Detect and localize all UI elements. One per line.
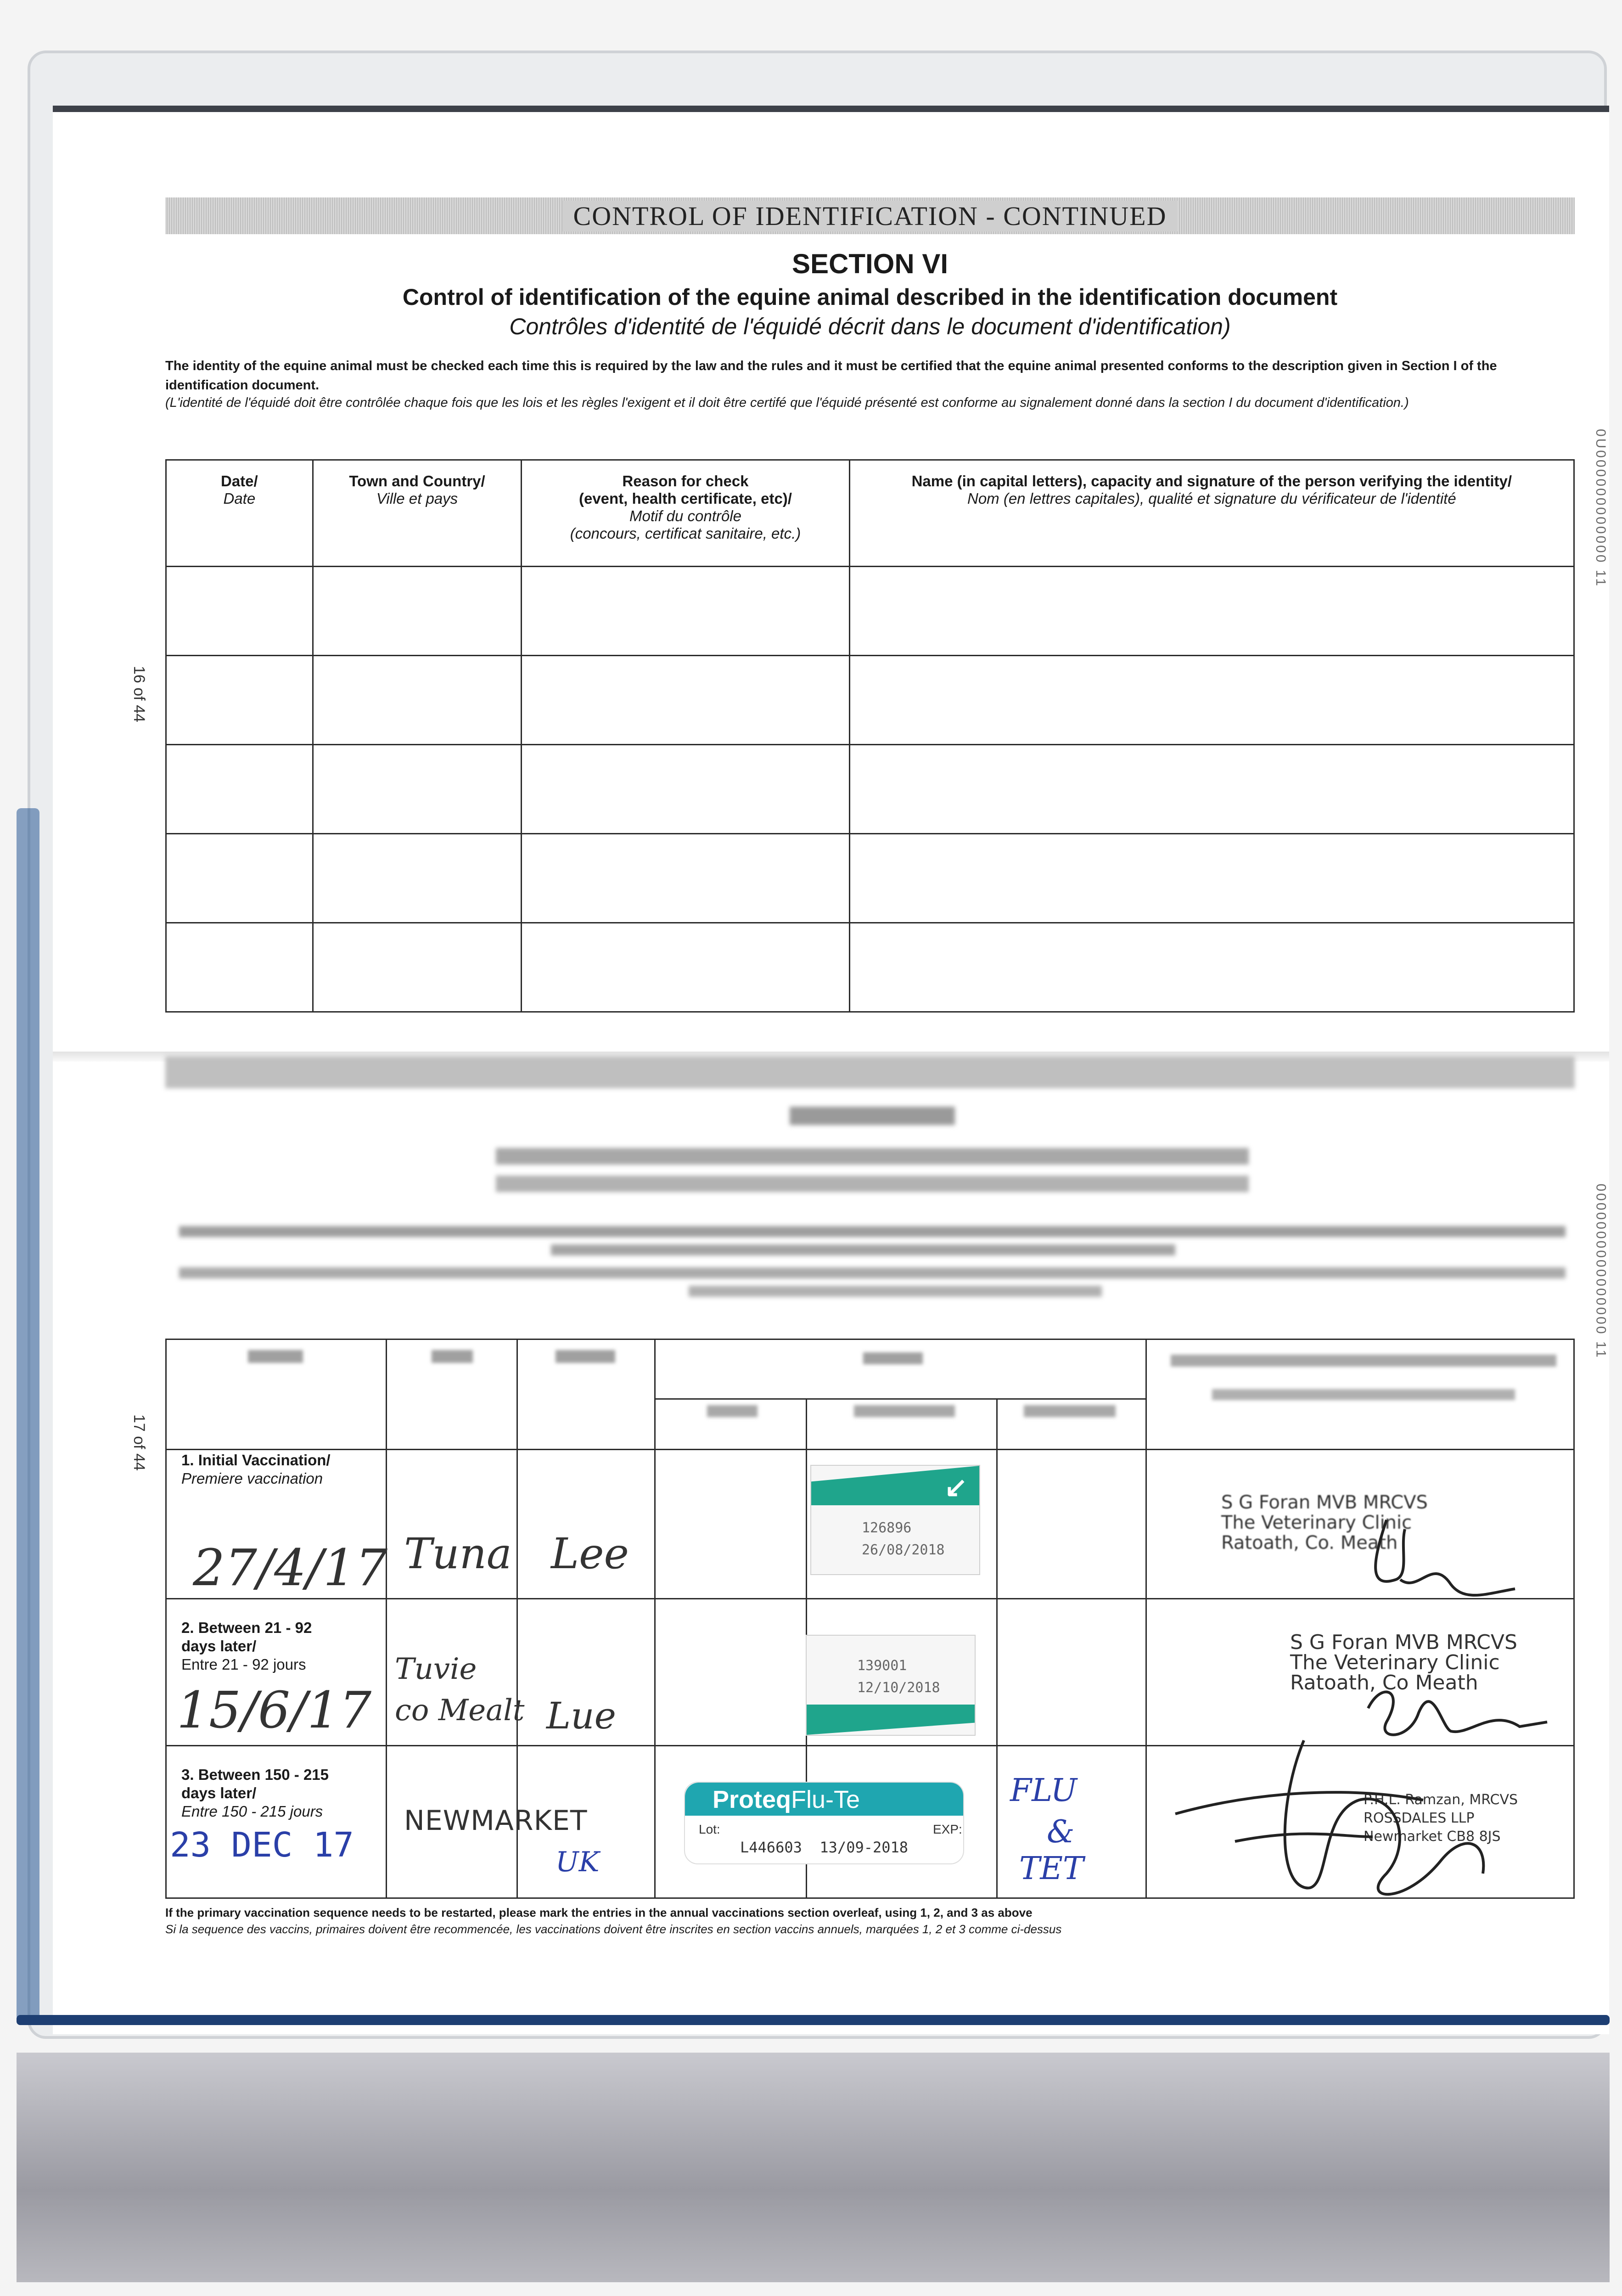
blurred-header (1212, 1389, 1515, 1400)
col-date: Date/ Date (166, 460, 313, 567)
section-banner (165, 197, 1575, 234)
table-row (166, 745, 1574, 834)
banner-text: CONTROL OF IDENTIFICATION - CONTINUED (562, 201, 1178, 231)
disease-tet: TET (1019, 1851, 1084, 1887)
blurred-section-banner (165, 1056, 1575, 1088)
row-3-label: 3. Between 150 - 215 days later/ Entre 150 - 215 jours (181, 1766, 329, 1820)
page-top-edge (53, 106, 1609, 112)
blurred-header (1024, 1405, 1116, 1417)
row-2-date: 15/6/17 (177, 1681, 372, 1739)
blurred-header (248, 1350, 303, 1363)
proteq-lot-exp: L446603 13/09-2018 (740, 1839, 909, 1856)
proteq-lot-label: Lot: (699, 1822, 720, 1836)
intro-french: (L'identité de l'équidé doit être contrôlée chaque fois que les lois et les règles l'exigent et il doit être certifé que l'équidé présenté est conforme au signalement donné dans la section I du document d'identification.) (165, 395, 1409, 410)
blurred-subtitle (496, 1148, 1249, 1165)
row-3-date: 23 DEC 17 (170, 1825, 354, 1865)
row-3-vet-stamp: P.H.L. Ramzan, MRCVS ROSSDALES LLP Newmarket CB8 8JS (1364, 1792, 1518, 1845)
table-row (166, 567, 1574, 656)
footnote-french: Si la sequence des vaccins, primaires doivent être recommencée, les vaccinations doivent être inscrites en section vaccins annuels, marquées 1, 2 et 3 comme ci-dessus (165, 1922, 1062, 1936)
table-row (166, 923, 1574, 1012)
disease-and: & (1047, 1814, 1075, 1850)
row-1-label: 1. Initial Vaccination/ Premiere vaccination (181, 1452, 331, 1487)
row-2-place: Tuvie co Mealt (395, 1652, 525, 1728)
blurred-paragraph-line (179, 1226, 1566, 1237)
row-1-date: 27/4/17 (193, 1538, 388, 1597)
row-2-country: Lue (546, 1694, 616, 1737)
blurred-paragraph-line (689, 1286, 1102, 1297)
subtitle-french: Contrôles d'identité de l'équidé décrit dans le document d'identification) (509, 314, 1231, 339)
blurred-section-title (790, 1107, 955, 1125)
arrow-icon: ↙ (944, 1472, 968, 1503)
blurred-paragraph-line (179, 1267, 1566, 1278)
side-code-upper: 0U000000000000 11 (1593, 428, 1608, 588)
proteq-exp-label: EXP: (933, 1822, 962, 1836)
side-code-lower: 0000000000000000 11 (1593, 1183, 1608, 1359)
intro-english: The identity of the equine animal must be checked each time this is required by the law and the rules and it must be certified that the equine animal presented conforms to the description given in Section I of the identification document. (165, 359, 1497, 393)
row-1-vet-stamp: S G Foran MVB MRCVS The Veterinary Clinic Ratoath, Co. Meath (1221, 1492, 1428, 1553)
binder-edge (17, 808, 39, 2020)
row-1-vaccine-sticker: ↙ 126896 26/08/2018 (810, 1465, 980, 1575)
binder-blue-band (17, 2015, 1610, 2025)
table-header-row (166, 460, 1574, 567)
footnote-english: If the primary vaccination sequence needs to be restarted, please mark the entries in the annual vaccinations section overleaf, using 1, 2, and 3 as above (165, 1906, 1033, 1919)
row-1-place: Tuna (404, 1529, 512, 1578)
blurred-subtitle-fr (496, 1176, 1249, 1192)
table-row (166, 656, 1574, 745)
proteq-vaccine-sticker (684, 1782, 964, 1864)
page-number-upper: 16 of 44 (130, 666, 148, 722)
proteq-product: Flu-Te (791, 1786, 860, 1813)
blurred-header (432, 1350, 473, 1363)
row-2-vaccine-sticker: 139001 12/10/2018 (806, 1635, 976, 1736)
col-reason: Reason for check (event, health certificate, etc)/ Motif du contrôle (concours, certificat sanitaire, etc.) (522, 460, 849, 567)
signature-row-3 (1166, 1722, 1497, 1915)
col-verifier: Name (in capital letters), capacity and signature of the person verifying the identity/ Nom (en lettres capitales), qualité et signature du vérificateur de l'identité (849, 460, 1574, 567)
row-1-country: Lee (551, 1529, 629, 1578)
proteq-brand: Proteq (713, 1786, 791, 1813)
blurred-header (707, 1405, 758, 1417)
section-title: SECTION VI (791, 248, 949, 279)
row-2-label: 2. Between 21 - 92 days later/ Entre 21 - 92 jours (181, 1619, 312, 1673)
table-row (166, 834, 1574, 923)
blurred-paragraph-line (551, 1244, 1175, 1255)
binder-cover (17, 2053, 1610, 2282)
disease-flu: FLU (1010, 1773, 1077, 1809)
row-3-place: NEWMARKET (404, 1805, 588, 1837)
subtitle-english: Control of identification of the equine animal described in the identification document (402, 284, 1338, 310)
row-3-country: UK (556, 1846, 600, 1878)
blurred-header (854, 1405, 955, 1417)
identification-check-table (165, 459, 1575, 1013)
signature-row-1 (1331, 1502, 1552, 1612)
col-town-country: Town and Country/ Ville et pays (313, 460, 522, 567)
row-2-vet-stamp: S G Foran MVB MRCVS The Veterinary Clinic Ratoath, Co Meath (1290, 1631, 1517, 1694)
blurred-header (863, 1352, 923, 1364)
page-number-lower: 17 of 44 (130, 1414, 148, 1471)
blurred-header (556, 1350, 615, 1363)
blurred-header (1171, 1355, 1556, 1367)
